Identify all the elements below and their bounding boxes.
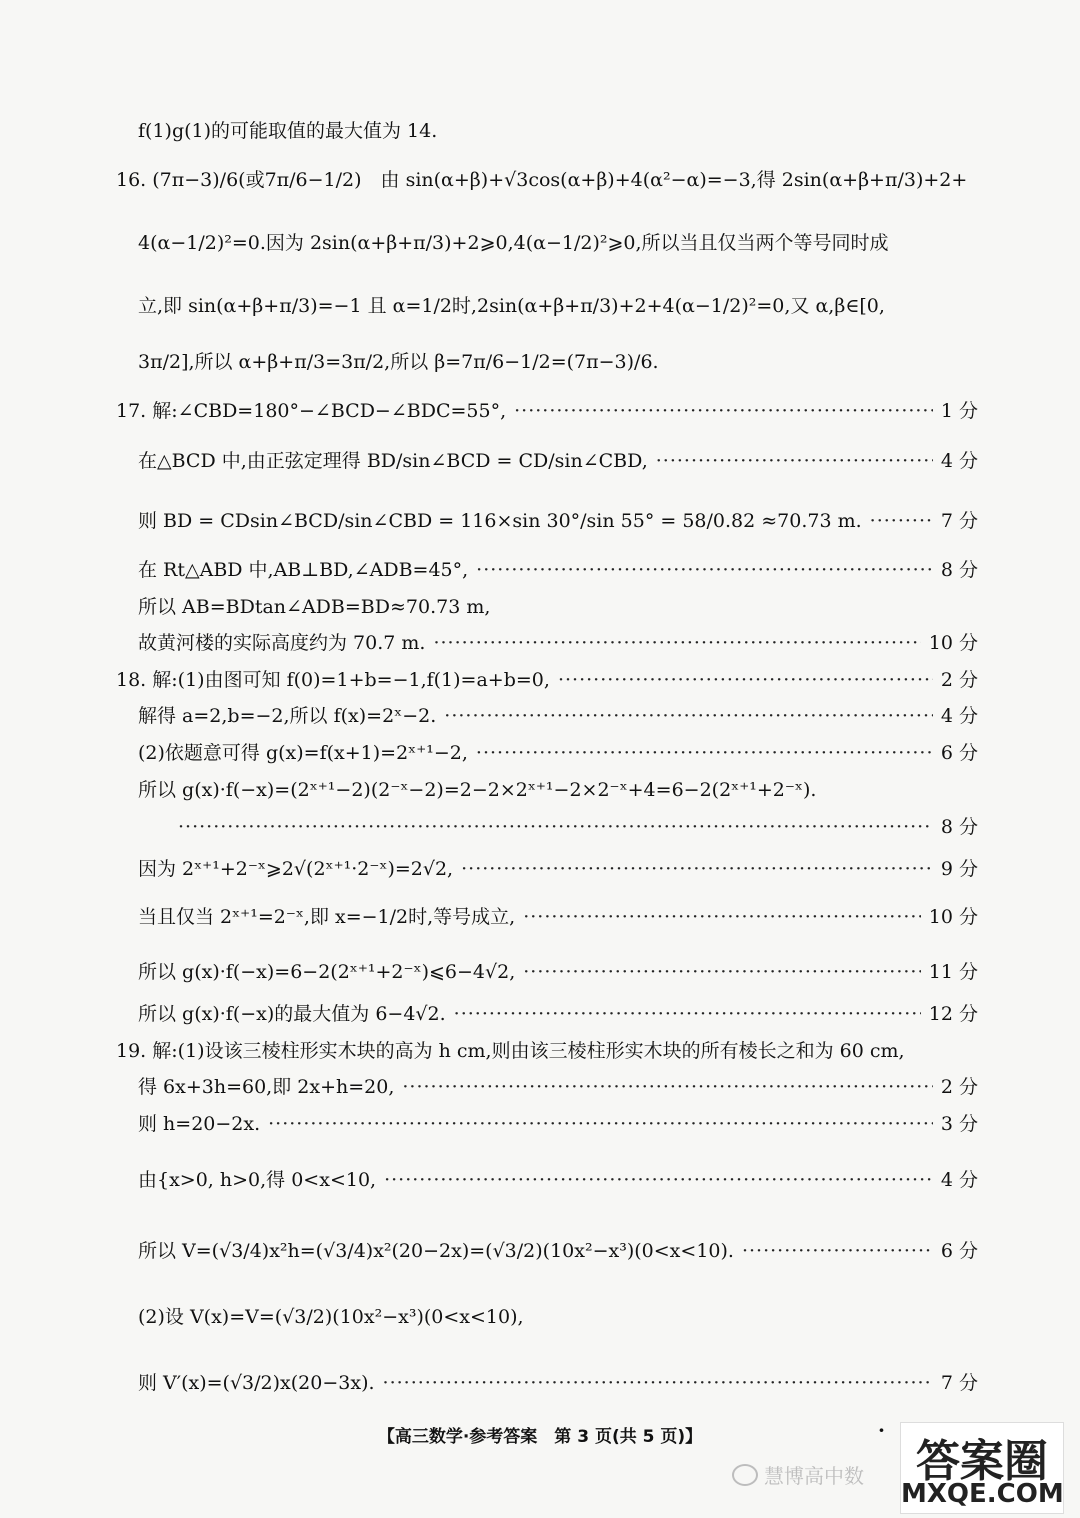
score-label: 7 分: [940, 1372, 978, 1394]
footer-dot: ·: [878, 1418, 885, 1442]
line-q19-4: 由{x>0, h>0,得 0<x<10, ····· 4 分: [138, 1165, 978, 1192]
score-label: 3 分: [940, 1113, 978, 1135]
line-q19-3: 则 h=20−2x. ····· 3 分: [138, 1109, 978, 1136]
line-q19-6: (2)设 V(x)=V=(√3/2)(10x²−x³)(0<x<10),: [138, 1306, 524, 1328]
score-label: 4 分: [940, 450, 978, 472]
watermark-text: 慧博高中数: [732, 1460, 864, 1489]
line-q19-7: 则 V′(x)=(√3/2)x(20−3x). ····· 7 分: [138, 1368, 978, 1395]
score-label: 12 分: [928, 1003, 978, 1025]
leader-dots: [656, 450, 933, 472]
leader-dots: [402, 1076, 932, 1098]
score-label: 6 分: [940, 1240, 978, 1262]
leader-dots: [523, 961, 921, 983]
line-q19-1: 19. 解:(1)设该三棱柱形实木块的高为 h cm,则由该三棱柱形实木块的所有棱长之和为 60 cm,: [116, 1040, 905, 1062]
leader-dots: [476, 559, 933, 581]
line-q18-3: (2)依题意可得 g(x)=f(x+1)=2ˣ⁺¹−2, ····· 6 分: [138, 738, 978, 765]
leader-dots: [444, 705, 933, 727]
leader-dots: [383, 1372, 933, 1394]
watermark-logo-title: 答案圈: [916, 1436, 1048, 1487]
score-label: 8 分: [940, 559, 978, 581]
line-q17-1: 17. 解:∠CBD=180°−∠BCD−∠BDC=55°, ····· 1 分: [116, 396, 978, 423]
line-q16-1: 16. (7π−3)/6(或7π/6−1/2) 由 sin(α+β)+√3cos(α+β)+4(α²−α)=−3,得 2sin(α+β+π/3)+2+: [116, 169, 968, 191]
line-q18-9: 所以 g(x)·f(−x)的最大值为 6−4√2. ····· 12 分: [138, 999, 978, 1026]
line-16-tail: f(1)g(1)的可能取值的最大值为 14.: [138, 120, 438, 142]
score-label: 1 分: [940, 400, 978, 422]
score-label: 10 分: [928, 632, 978, 654]
leader-dots: [558, 669, 933, 691]
line-q18-8: 所以 g(x)·f(−x)=6−2(2ˣ⁺¹+2⁻ˣ)⩽6−4√2, ····· 11 分: [138, 957, 978, 984]
line-q17-5: 所以 AB=BDtan∠ADB=BD≈70.73 m,: [138, 596, 491, 618]
line-q18-2: 解得 a=2,b=−2,所以 f(x)=2ˣ−2. ····· 4 分: [138, 701, 978, 728]
line-q17-3: 则 BD = CDsin∠BCD/sin∠CBD = 116×sin 30°/sin 55° = 58/0.82 ≈70.73 m. ····· 7 分: [138, 506, 978, 533]
wechat-icon: [732, 1464, 758, 1486]
line-q19-5: 所以 V=(√3/4)x²h=(√3/4)x²(20−2x)=(√3/2)(10x²−x³)(0<x<10). ····· 6 分: [138, 1236, 978, 1263]
leader-dots: [523, 906, 921, 928]
score-label: 8 分: [940, 816, 978, 838]
score-label: 6 分: [940, 742, 978, 764]
watermark-logo: [900, 1422, 1064, 1514]
leader-dots: [461, 858, 933, 880]
line-q18-4: 所以 g(x)·f(−x)=(2ˣ⁺¹−2)(2⁻ˣ−2)=2−2×2ˣ⁺¹−2×2⁻ˣ+4=6−2(2ˣ⁺¹+2⁻ˣ).: [138, 779, 817, 801]
line-q17-2: 在△BCD 中,由正弦定理得 BD/sin∠BCD = CD/sin∠CBD, ····· 4 分: [138, 446, 978, 473]
leader-dots: [454, 1003, 921, 1025]
leader-dots: [268, 1113, 933, 1135]
line-q19-2: 得 6x+3h=60,即 2x+h=20, ····· 2 分: [138, 1072, 978, 1099]
line-q18-7: 当且仅当 2ˣ⁺¹=2⁻ˣ,即 x=−1/2时,等号成立, ····· 10 分: [138, 902, 978, 929]
line-q17-6: 故黄河楼的实际高度约为 70.7 m. ····· 10 分: [138, 628, 978, 655]
line-q16-4: 3π/2],所以 α+β+π/3=3π/2,所以 β=7π/6−1/2=(7π−3)/6.: [138, 351, 659, 373]
score-label: 11 分: [928, 961, 978, 983]
page-footer: 【高三数学·参考答案 第 3 页(共 5 页)】: [377, 1427, 703, 1447]
score-label: 9 分: [940, 858, 978, 880]
line-q18-1: 18. 解:(1)由图可知 f(0)=1+b=−1,f(1)=a+b=0, ····· 2 分: [116, 665, 978, 692]
line-q16-2: 4(α−1/2)²=0.因为 2sin(α+β+π/3)+2⩾0,4(α−1/2)²⩾0,所以当且仅当两个等号同时成: [138, 232, 889, 254]
watermark-logo-url: MXQE.COM: [901, 1479, 1064, 1509]
line-q17-4: 在 Rt△ABD 中,AB⊥BD,∠ADB=45°, ····· 8 分: [138, 555, 978, 582]
score-label: 4 分: [940, 705, 978, 727]
leader-dots: [476, 742, 933, 764]
leader-dots: [178, 816, 933, 838]
leader-dots: [384, 1169, 933, 1191]
score-label: 4 分: [940, 1169, 978, 1191]
leader-dots: [433, 632, 920, 654]
line-q18-5: [178, 812, 978, 839]
score-label: 10 分: [928, 906, 978, 928]
leader-dots: [742, 1240, 933, 1262]
line-q18-6: 因为 2ˣ⁺¹+2⁻ˣ⩾2√(2ˣ⁺¹·2⁻ˣ)=2√2, ····· 9 分: [138, 854, 978, 881]
score-label: 2 分: [940, 1076, 978, 1098]
score-label: 2 分: [940, 669, 978, 691]
line-q16-3: 立,即 sin(α+β+π/3)=−1 且 α=1/2时,2sin(α+β+π/3)+2+4(α−1/2)²=0,又 α,β∈[0,: [138, 295, 885, 317]
score-label: 7 分: [940, 510, 978, 532]
leader-dots: [514, 400, 933, 422]
leader-dots: [870, 510, 933, 532]
